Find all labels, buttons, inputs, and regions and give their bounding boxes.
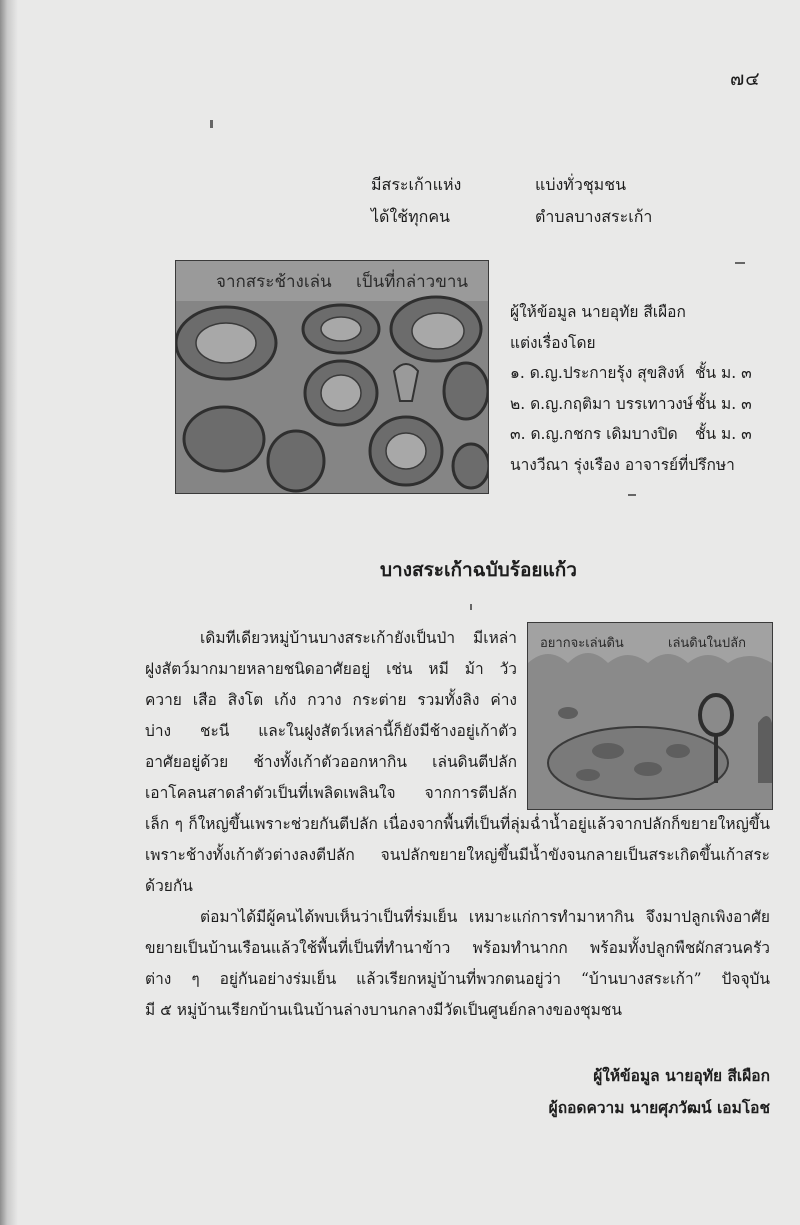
paragraph-line: ฝูงสัตว์มากมายหลายชนิดอาศัยอยู่ เช่น หมี ม้า วัว — [145, 660, 517, 678]
credits-advisor: นางวีณา รุ่งเรือง อาจารย์ที่ปรึกษา — [510, 455, 735, 474]
author-name: ๓. ด.ญ.กชกร เดิมบางปิด — [510, 425, 678, 443]
signature-transcriber: ผู้ถอดความ นายศุภวัฒน์ เอมโอช — [548, 1098, 770, 1117]
verse-line1-left: มีสระเก้าแห่ง — [371, 175, 462, 194]
author-grade: ชั้น ม. ๓ — [695, 425, 752, 443]
paragraph-line: บ่าง ชะนี และในฝูงสัตว์เหล่านี้ก็ยังมีช้างอยู่เก้าตัว — [145, 722, 517, 740]
scan-speck — [628, 494, 636, 496]
scan-speck — [470, 604, 472, 610]
credits-informant: ผู้ให้ข้อมูล นายอุทัย สีเผือก — [510, 303, 686, 321]
author-name: ๒. ด.ญ.กฤติมา บรรเทาวงษ์ — [510, 394, 694, 413]
author-grade: ชั้น ม. ๓ — [695, 364, 752, 382]
paragraph-line: เอาโคลนสาดลำตัวเป็นที่เพลิดเพลินใจ จากการตีปลัก — [145, 784, 517, 802]
author-row — [510, 389, 752, 420]
paragraph-line: ต่าง ๆ อยู่กันอย่างร่มเย็น แล้วเรียกหมู่บ้านที่พวกตนอยู่ว่า “บ้านบางสระเก้า” ปัจจุบัน — [145, 970, 770, 988]
author-row — [510, 358, 752, 389]
author-grade: ชั้น ม. ๓ — [695, 394, 752, 413]
story-title: บางสระเก้าฉบับร้อยแก้ว — [380, 559, 577, 581]
paragraph-line: อาศัยอยู่ด้วย ช้างทั้งเก้าตัวออกหากิน เล่นดินตีปลัก — [145, 753, 517, 771]
credits-composed-by: แต่งเรื่องโดย — [510, 333, 596, 352]
page-number: ๗๔ — [730, 68, 761, 90]
story-paragraph-1-continued — [145, 809, 770, 902]
photo2-caption-left: อยากจะเล่นดิน — [540, 636, 624, 651]
page-binding-edge — [0, 0, 18, 1225]
mud-play-drawing-photo — [527, 622, 773, 810]
author-row — [510, 419, 752, 450]
paragraph-line: เดิมทีเดียวหมู่บ้านบางสระเก้ายังเป็นป่า มีเหล่า — [200, 629, 517, 647]
elephant-drawing-photo — [175, 260, 489, 494]
story-paragraph-2 — [145, 902, 770, 1026]
photo1-caption-left: จากสระช้างเล่น — [216, 272, 332, 292]
verse-line1-right: แบ่งทั่วชุมชน — [535, 175, 627, 194]
paragraph-line: ต่อมาได้มีผู้คนได้พบเห็นว่าเป็นที่ร่มเย็น เหมาะแก่การทำมาหากิน จึงมาปลูกเพิงอาศัย — [200, 908, 770, 926]
author-name: ๑. ด.ญ.ประกายรุ้ง สุขสิงห์ — [510, 364, 685, 382]
paragraph-line: ควาย เสือ สิงโต เก้ง กวาง กระต่าย รวมทั้งลิง ค่าง — [145, 691, 517, 709]
verse-line2-right: ตำบลบางสระเก้า — [535, 207, 653, 226]
story-paragraph-1 — [145, 623, 517, 809]
paragraph-line: มี ๕ หมู่บ้านเรียกบ้านเนินบ้านล่างบานกลางมีวัดเป็นศูนย์กลางของชุมชน — [145, 1001, 623, 1019]
scan-speck — [210, 120, 213, 128]
paragraph-line: เพราะช้างทั้งเก้าตัวต่างลงตีปลัก จนปลักขยายใหญ่ขึ้นมีน้ำขังจนกลายเป็นสระเกิดขึ้นเก้าสระ — [145, 846, 770, 864]
poem-credits — [510, 297, 752, 480]
paragraph-line: เล็ก ๆ ก็ใหญ่ขึ้นเพราะช่วยกันตีปลัก เนื่องจากพื้นที่เป็นที่ลุ่มฉ่ำน้ำอยู่แล้วจากปลักก็ขยายใหญ่ขึ้น — [145, 815, 770, 833]
scan-speck — [735, 262, 745, 264]
signature-informant: ผู้ให้ข้อมูล นายอุทัย สีเผือก — [593, 1066, 770, 1085]
photo2-caption-right: เล่นดินในปลัก — [668, 636, 746, 651]
paragraph-line: ด้วยกัน — [145, 877, 193, 895]
paragraph-line: ขยายเป็นบ้านเรือนแล้วใช้พื้นที่เป็นที่ทำนาข้าว พร้อมทำนากก พร้อมทั้งปลูกพืชผักสวนครัว — [145, 939, 770, 957]
verse-line2-left: ได้ใช้ทุกคน — [371, 207, 450, 226]
photo1-caption-right: เป็นที่กล่าวขาน — [356, 272, 469, 292]
